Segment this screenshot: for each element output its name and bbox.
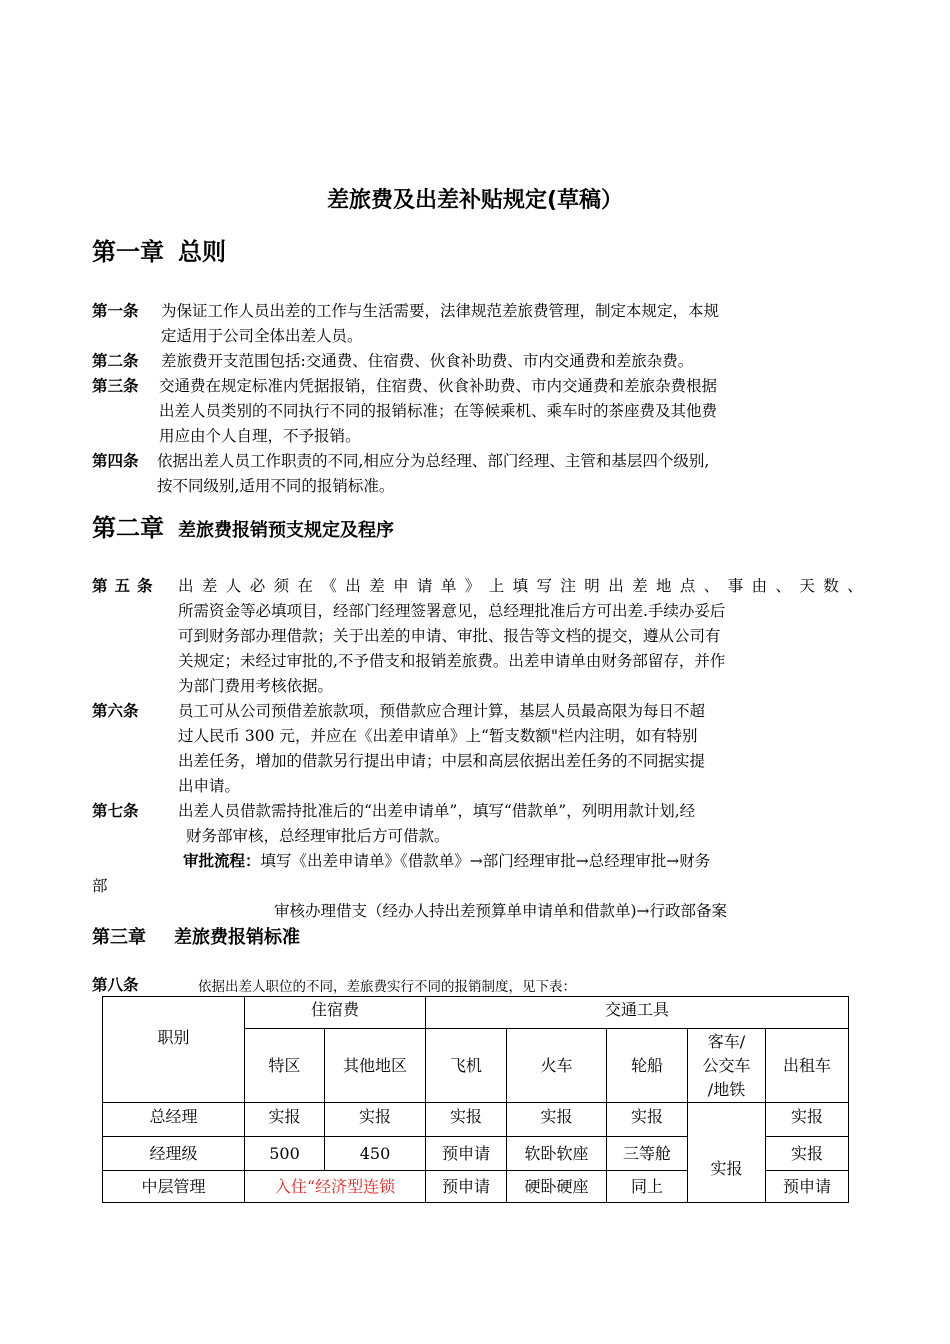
table-row: [103, 1103, 849, 1137]
cell-special-zone: 500: [245, 1137, 325, 1171]
cell-train: 硬卧硬座: [507, 1171, 607, 1203]
article-8-text: 依据出差人职位的不同，差旅费实行不同的报销制度，见下表：: [198, 979, 576, 995]
approval-flow: [183, 849, 710, 874]
article-6-line: 员工可从公司预借差旅款项，预借款应合理计算，基层人员最高限为每日不超: [178, 702, 706, 720]
article-5-text: [178, 574, 871, 699]
cell-ship: 同上: [607, 1171, 688, 1203]
article-5-line: 可到财务部办理借款；关于出差的申请、审批、报告等文档的提交，遵从公司有: [178, 627, 721, 645]
subheader-train: 火车: [507, 1029, 607, 1103]
article-4-line: 依据出差人员工作职责的不同,相应分为总经理、部门经理、主管和基层四个级别,: [157, 452, 710, 470]
approval-flow-label: 审批流程：: [183, 852, 261, 870]
article-5-label: 第五条: [92, 577, 160, 595]
header-lodging: 住宿费: [245, 997, 426, 1029]
approval-flow-wrap: 部: [92, 877, 108, 895]
subheader-bus: 客车/ 公交车 /地铁: [688, 1029, 766, 1103]
row-role: 经理级: [103, 1137, 245, 1171]
article-7-label: 第七条: [92, 802, 139, 820]
article-6-label: 第六条: [92, 702, 139, 720]
reimbursement-standards-table: [102, 996, 849, 1203]
chapter-3-number: 第三章: [92, 927, 146, 948]
article-7-line: 财务部审核，总经理审批后方可借款。: [186, 827, 450, 845]
chapter-3-title: 差旅费报销标准: [174, 927, 300, 948]
cell-taxi: 实报: [766, 1103, 849, 1137]
subheader-plane: 飞机: [426, 1029, 507, 1103]
article-1-text: [161, 299, 719, 349]
chapter-1-title: 总则: [178, 238, 226, 266]
article-3-text: [159, 374, 717, 449]
article-6-text: [178, 699, 705, 799]
approval-flow-text: 填写《出差申请单》《借款单》→部门经理审批→总经理审批→财务: [260, 852, 711, 870]
article-1-label: 第一条: [92, 302, 139, 320]
chapter-1-number: 第一章: [92, 238, 164, 266]
article-2-label: 第二条: [92, 352, 139, 370]
article-2-text: 差旅费开支范围包括:交通费、住宿费、伙食补助费、市内交通费和差旅杂费。: [161, 352, 694, 370]
cell-taxi: 预申请: [766, 1171, 849, 1203]
subheader-taxi: 出租车: [766, 1029, 849, 1103]
table-header-row: [103, 997, 849, 1029]
document-title: 差旅费及出差补贴规定(草稿）: [326, 188, 624, 213]
article-5-line: 出差人必须在《出差申请单》上填写注明出差地点、事由、天数、: [178, 577, 872, 595]
article-7-line: 出差人员借款需持批准后的“出差申请单”，填写“借款单”，列明用款计划,经: [178, 802, 696, 820]
article-4-text: [157, 449, 709, 499]
article-5-line: 为部门费用考核依据。: [178, 677, 334, 695]
article-6-line: 过人民币 300 元，并应在《出差申请单》上“暂支数额"栏内注明，如有特别: [178, 727, 698, 745]
article-3-line: 用应由个人自理，不予报销。: [159, 427, 361, 445]
cell-train: 软卧软座: [507, 1137, 607, 1171]
cell-lodging-note: 入住“经济型连锁: [245, 1171, 426, 1203]
chapter-2-number: 第二章: [92, 514, 164, 542]
cell-other-regions: 450: [325, 1137, 426, 1171]
row-role: 总经理: [103, 1103, 245, 1137]
row-role: 中层管理: [103, 1171, 245, 1203]
article-3-line: 出差人员类别的不同执行不同的报销标准；在等候乘机、乘车时的茶座费及其他费: [159, 402, 718, 420]
article-8-label: 第八条: [92, 976, 139, 994]
cell-special-zone: 实报: [245, 1103, 325, 1137]
subheader-special-zone: 特区: [245, 1029, 325, 1103]
cell-plane: 实报: [426, 1103, 507, 1137]
cell-ship: 实报: [607, 1103, 688, 1137]
article-6-line: 出差任务，增加的借款另行提出申请；中层和高层依据出差任务的不同据实提: [178, 752, 706, 770]
approval-flow-line2: 审核办理借支（经办人持出差预算单申请单和借款单)→行政部备案: [274, 902, 728, 920]
article-1-line: 定适用于公司全体出差人员。: [161, 327, 363, 345]
subheader-other-regions: 其他地区: [325, 1029, 426, 1103]
cell-taxi: 实报: [766, 1137, 849, 1171]
article-5-line: 关规定；未经过审批的,不予借支和报销差旅费。出差申请单由财务部留存，并作: [178, 652, 726, 670]
chapter-3-heading: [92, 923, 300, 949]
cell-bus-empty: [688, 1103, 766, 1137]
cell-other-regions: 实报: [325, 1103, 426, 1137]
chapter-2-heading: [92, 508, 394, 543]
article-4-label: 第四条: [92, 452, 139, 470]
header-transport: 交通工具: [426, 997, 849, 1029]
chapter-2-title: 差旅费报销预支规定及程序: [178, 520, 394, 541]
cell-plane: 预申请: [426, 1137, 507, 1171]
article-3-label: 第三条: [92, 377, 139, 395]
article-5-line: 所需资金等必填项目，经部门经理签署意见，总经理批准后方可出差.手续办妥后: [178, 602, 726, 620]
cell-ship: 三等舱: [607, 1137, 688, 1171]
cell-bus-merged: 实报: [688, 1137, 766, 1203]
article-1-line: 为保证工作人员出差的工作与生活需要，法律规范差旅费管理，制定本规定，本规: [161, 302, 720, 320]
cell-plane: 预申请: [426, 1171, 507, 1203]
subheader-ship: 轮船: [607, 1029, 688, 1103]
article-4-line: 按不同级别,适用不同的报销标准。: [157, 477, 395, 495]
header-position: 职别: [103, 997, 245, 1103]
cell-train: 实报: [507, 1103, 607, 1137]
article-6-line: 出申请。: [178, 777, 241, 795]
article-7-text: [178, 799, 695, 849]
chapter-1-heading: [92, 232, 226, 267]
article-3-line: 交通费在规定标准内凭据报销，住宿费、伙食补助费、市内交通费和差旅杂费根据: [159, 377, 718, 395]
table-row: [103, 1137, 849, 1171]
